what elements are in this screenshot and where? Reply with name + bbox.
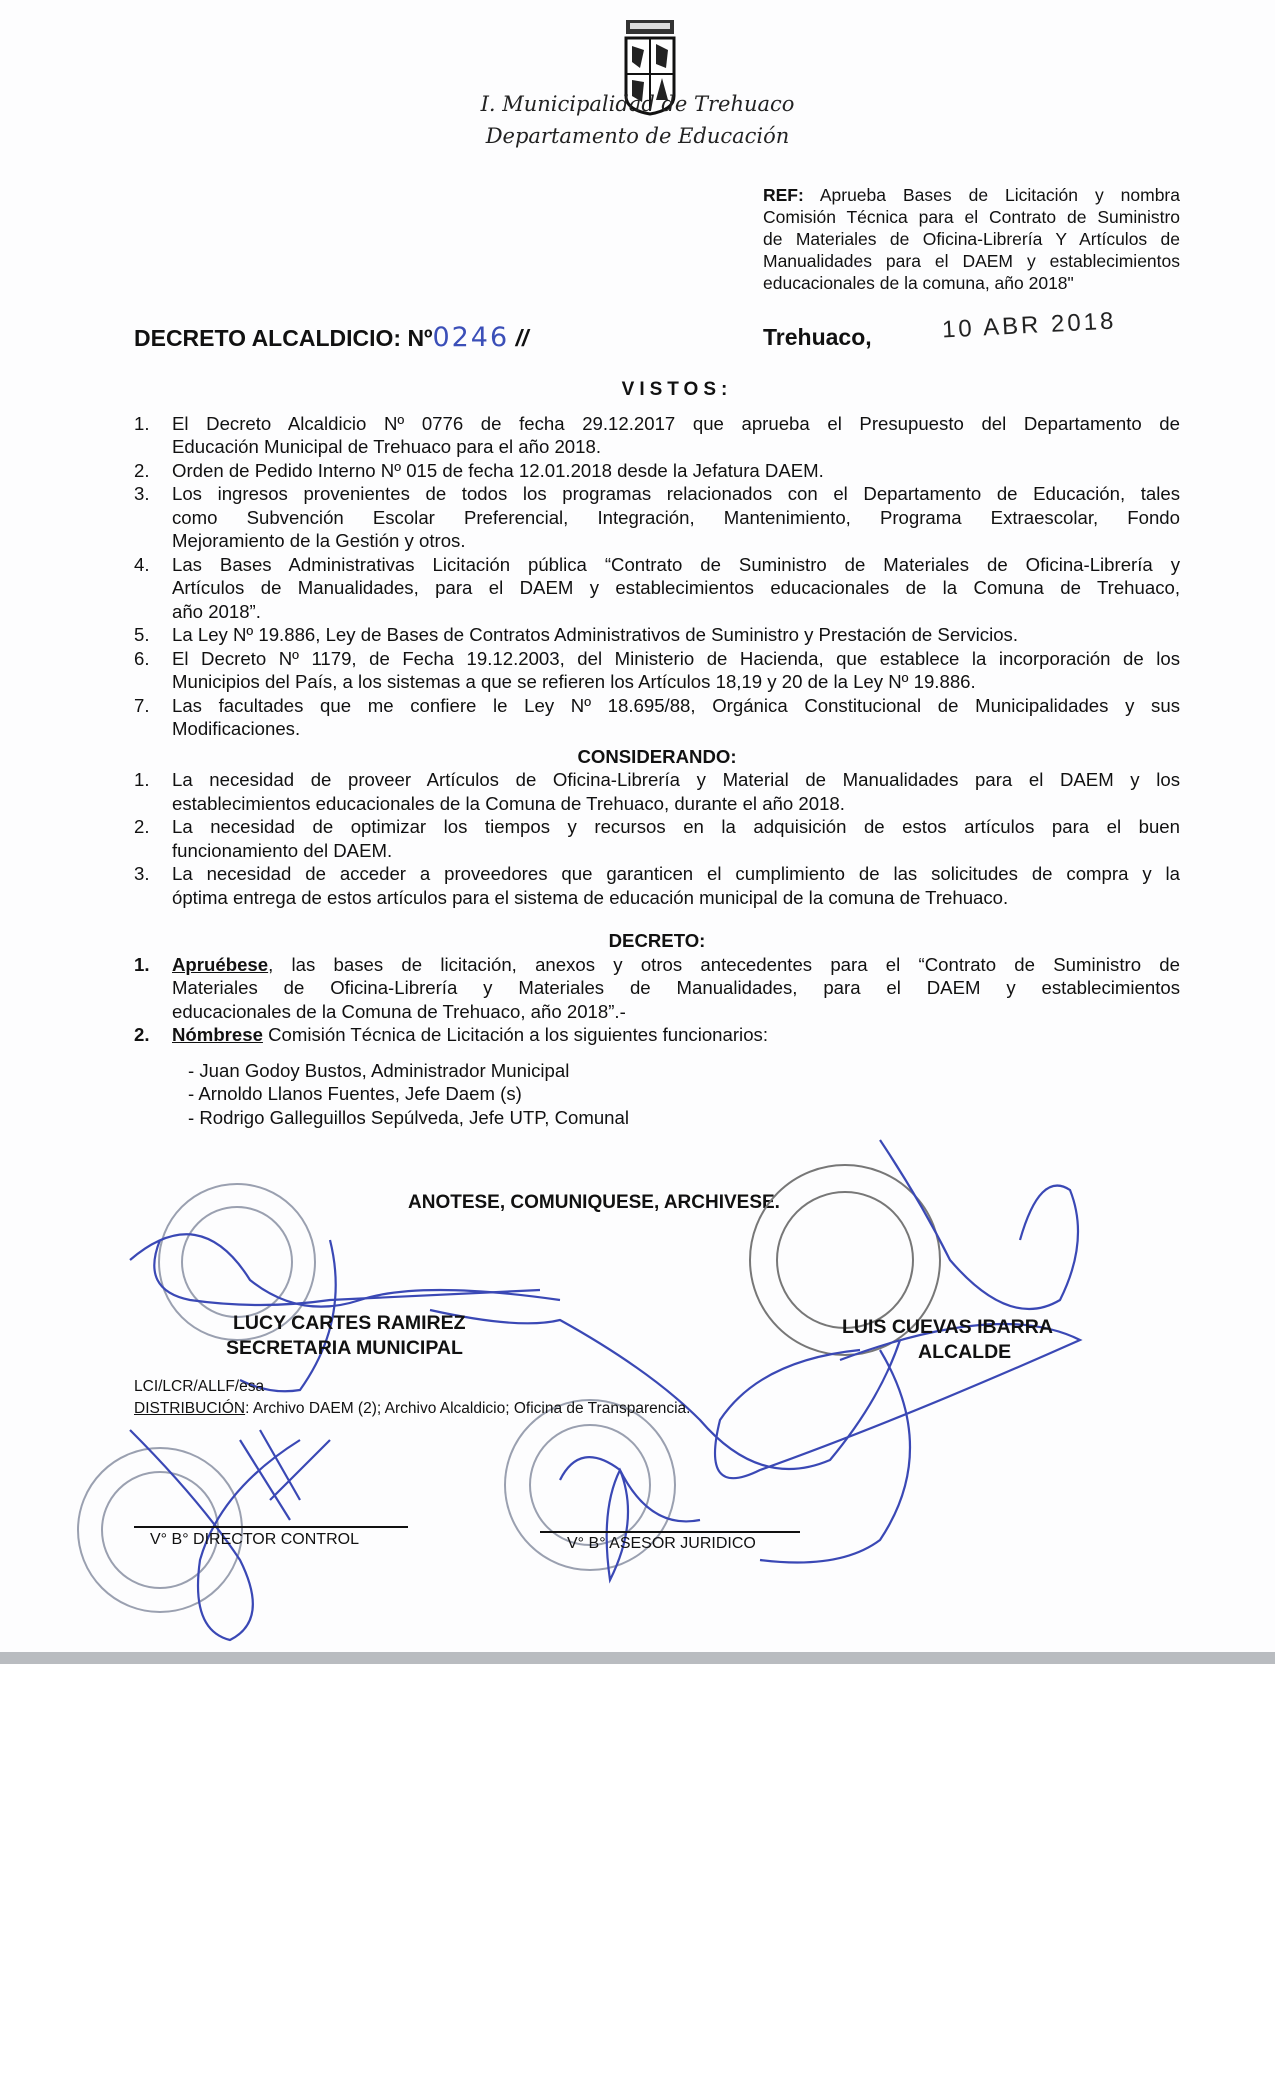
item-text-line: Mejoramiento de la Gestión y otros. <box>172 530 466 551</box>
distribution: DISTRIBUCIÓN: Archivo DAEM (2); Archivo Alcaldicio; Oficina de Transparencia. <box>134 1400 691 1417</box>
item-number: 3. <box>134 483 150 504</box>
control-signature-line <box>134 1526 408 1528</box>
list-item <box>134 482 1180 553</box>
decreto-item-1: 1. Apruébese, las bases de licitación, anexos y otros antecedentes para el “Contrato de Suministro de Materiales de Oficina-Librería y Materiales de Manualidades, para el DAEM y establecimientos educacionales de la Comuna de Trehuaco, año 2018”.- <box>134 953 1180 1022</box>
item-text-line: El Decreto Nº 1179, de Fecha 19.12.2003, del Ministerio de Hacienda, que establece la incorporación de los <box>172 647 1180 669</box>
considerando-list <box>134 768 1180 909</box>
decree-number: DECRETO ALCALDICIO: Nº0246 // <box>134 322 529 353</box>
item-number: 7. <box>134 694 150 716</box>
list-item <box>134 694 1180 741</box>
item-text-line: La Ley Nº 19.886, Ley de Bases de Contratos Administrativos de Suministro y Prestación de Servicios. <box>172 624 1019 645</box>
item-text-line: La necesidad de optimizar los tiempos y recursos en la adquisición de estos artículos para el buen <box>172 816 1180 837</box>
department-name: Departamento de Educación <box>485 124 790 148</box>
list-item <box>134 459 1180 483</box>
city: Trehuaco, <box>763 324 872 350</box>
item-text-line: La necesidad de proveer Artículos de Oficina-Librería y Material de Manualidades para el DAEM y los <box>172 769 1180 790</box>
mayor-name: LUIS CUEVAS IBARRA <box>842 1316 1053 1338</box>
item-text-line: año 2018”. <box>172 600 261 622</box>
considerando-heading: CONSIDERANDO: <box>577 745 737 767</box>
item-number: 1. <box>134 769 150 790</box>
item-number: 6. <box>134 647 150 669</box>
legal-signature-line <box>540 1531 800 1533</box>
municipality-name: I. Municipalidad de Trehuaco <box>480 92 795 116</box>
list-item <box>134 768 1180 815</box>
item-text-line: Los ingresos provenientes de todos los programas relacionados con el Departamento de Educación, tales <box>172 483 1180 504</box>
item-number: 1. <box>134 412 150 434</box>
legal-approval: V° B° ASESOR JURIDICO <box>567 1535 756 1552</box>
item-text-line: Las Bases Administrativas Licitación pública “Contrato de Suministro de Materiales de Oficina-Librería y <box>172 553 1180 575</box>
list-item <box>134 862 1180 909</box>
reference-block: REF: Aprueba Bases de Licitación y nombra Comisión Técnica para el Contrato de Suministro de Materiales de Oficina-Librería Y Artículos de Manualidades para el DAEM y establecimientos educacionales de la comuna, año 2018" <box>763 185 1180 293</box>
item-text-line: como Subvención Escolar Preferencial, Integración, Mantenimiento, Programa Extraescolar, Fondo <box>172 506 1180 528</box>
item-text-line: Artículos de Manualidades, para el DAEM y establecimientos educacionales de la Comuna de Trehuaco, <box>172 577 1180 598</box>
item-text-line: El Decreto Alcaldicio Nº 0776 de fecha 29.12.2017 que aprueba el Presupuesto del Departamento de <box>172 412 1180 434</box>
member: - Arnoldo Llanos Fuentes, Jefe Daem (s) <box>188 1083 522 1104</box>
secretary-name: LUCY CARTES RAMIREZ <box>233 1312 466 1334</box>
decreto-heading: DECRETO: <box>608 930 706 951</box>
ref-label: REF: <box>763 185 804 205</box>
initials: LCI/LCR/ALLF/esa <box>134 1378 265 1395</box>
list-item <box>134 412 1180 459</box>
item-text-line: La necesidad de acceder a proveedores que garanticen el cumplimiento de las solicitudes de compra y la <box>172 863 1180 884</box>
date-stamp: 10 ABR 2018 <box>941 307 1118 344</box>
item-text-line: Municipios del País, a los sistemas a que se refieren los Artículos 18,19 y 20 de la Ley Nº 19.886. <box>172 671 976 692</box>
item-text-line: Modificaciones. <box>172 718 301 739</box>
member: - Rodrigo Galleguillos Sepúlveda, Jefe UTP, Comunal <box>188 1106 629 1128</box>
closing-formula: ANOTESE, COMUNIQUESE, ARCHIVESE. <box>408 1192 780 1213</box>
list-item <box>134 553 1180 624</box>
item-number: 3. <box>134 863 150 884</box>
item-number: 5. <box>134 624 150 645</box>
list-item <box>134 647 1180 694</box>
handwritten-number: 0246 <box>432 322 510 353</box>
item-text-line: Las facultades que me confiere le Ley Nº 18.695/88, Orgánica Constitucional de Municipalidades y sus <box>172 694 1180 716</box>
secretary-title: SECRETARIA MUNICIPAL <box>226 1337 463 1359</box>
item-number: 4. <box>134 553 150 575</box>
commission-members <box>188 1059 1180 1130</box>
scan-edge <box>0 1652 1275 1664</box>
mayor-title: ALCALDE <box>918 1341 1012 1363</box>
member: - Juan Godoy Bustos, Administrador Municipal <box>188 1059 570 1081</box>
item-text-line: Orden de Pedido Interno Nº 015 de fecha 12.01.2018 desde la Jefatura DAEM. <box>172 459 824 481</box>
vistos-heading: VISTOS: <box>621 379 733 400</box>
document-body <box>134 378 1180 1129</box>
item-text-line: establecimientos educacionales de la Comuna de Trehuaco, durante el año 2018. <box>172 792 845 814</box>
item-text-line: óptima entrega de estos artículos para el sistema de educación municipal de la comuna de Trehuaco. <box>172 886 1009 908</box>
item-number: 2. <box>134 459 150 481</box>
list-item <box>134 623 1180 647</box>
handwritten-signature-icon <box>130 1140 1080 1640</box>
control-approval: V° B° DIRECTOR CONTROL <box>150 1531 359 1548</box>
item-text-line: Educación Municipal de Trehuaco para el año 2018. <box>172 436 601 457</box>
item-text-line: funcionamiento del DAEM. <box>172 839 393 861</box>
vistos-list <box>134 412 1180 741</box>
item-number: 2. <box>134 816 150 837</box>
list-item <box>134 815 1180 862</box>
decreto-item-2: 2. Nómbrese Comisión Técnica de Licitación a los siguientes funcionarios: <box>134 1024 768 1045</box>
